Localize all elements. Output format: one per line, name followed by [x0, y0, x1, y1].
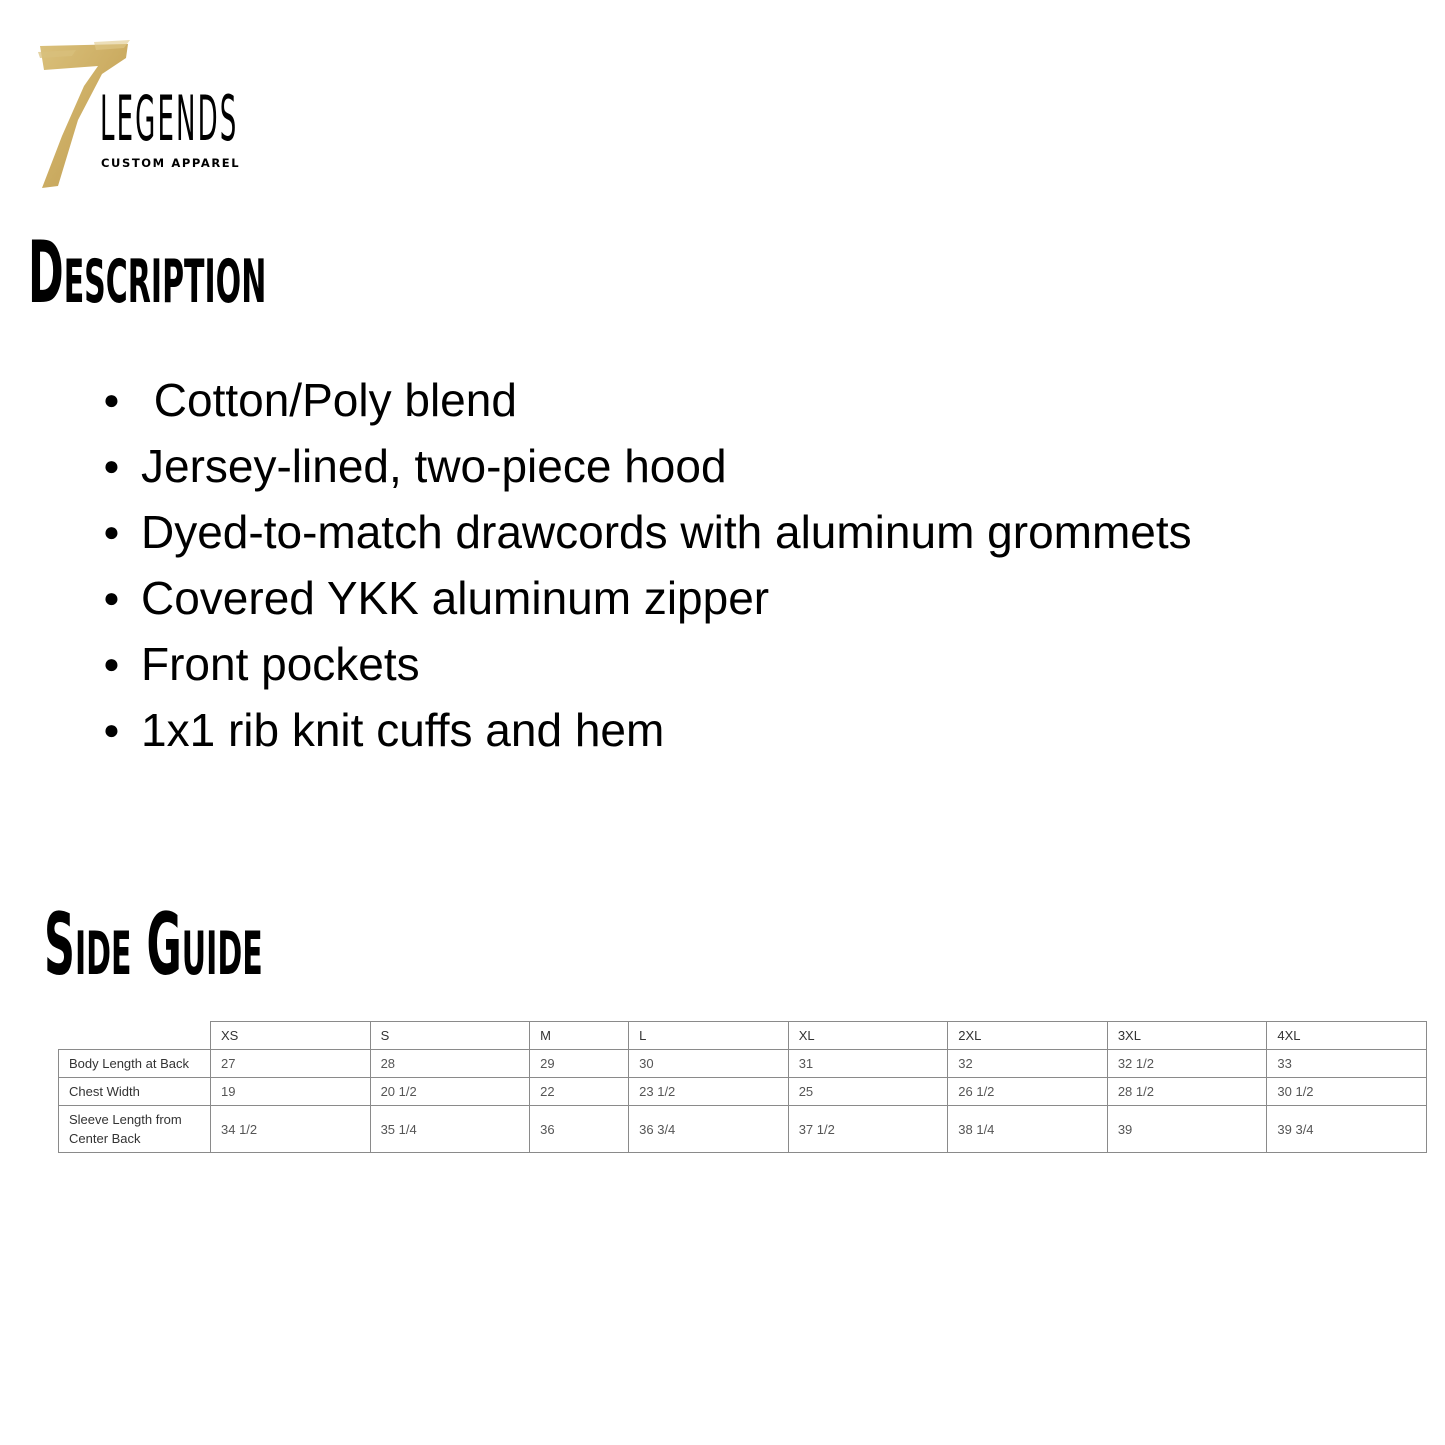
- table-cell: 33: [1267, 1050, 1427, 1078]
- table-cell: 32 1/2: [1107, 1050, 1267, 1078]
- table-row: [59, 1106, 1427, 1153]
- table-cell: 34 1/2: [211, 1106, 371, 1153]
- table-cell: 20 1/2: [370, 1078, 530, 1106]
- list-item: [0, 702, 1192, 768]
- logo-subtitle: CUSTOM APPAREL: [101, 156, 241, 170]
- list-item: [0, 504, 1192, 570]
- table-cell: 36 3/4: [629, 1106, 789, 1153]
- table-cell: 28: [370, 1050, 530, 1078]
- size-header: 4XL: [1267, 1022, 1427, 1050]
- feature-text: 1x1 rib knit cuffs and hem: [141, 704, 665, 756]
- bullet-icon: ●: [103, 714, 120, 745]
- bullet-icon: ●: [103, 582, 120, 613]
- table-row: [59, 1050, 1427, 1078]
- size-header: S: [370, 1022, 530, 1050]
- bullet-icon: ●: [103, 450, 120, 481]
- row-label: Sleeve Length from Center Back: [59, 1106, 211, 1153]
- table-cell: 31: [788, 1050, 948, 1078]
- row-label: Body Length at Back: [59, 1050, 211, 1078]
- table-cell: 39 3/4: [1267, 1106, 1427, 1153]
- feature-text: Front pockets: [141, 638, 420, 690]
- list-item: [0, 372, 1192, 438]
- table-cell: 28 1/2: [1107, 1078, 1267, 1106]
- feature-text: Dyed-to-match drawcords with aluminum grommets: [141, 506, 1192, 558]
- logo-wordmark: LEGENDS: [100, 82, 239, 155]
- table-cell: 37 1/2: [788, 1106, 948, 1153]
- table-cell: 35 1/4: [370, 1106, 530, 1153]
- list-item: [0, 438, 1192, 504]
- description-heading: Description: [28, 223, 267, 323]
- size-header: M: [530, 1022, 629, 1050]
- table-cell: 27: [211, 1050, 371, 1078]
- row-label: Chest Width: [59, 1078, 211, 1106]
- table-cell: 30: [629, 1050, 789, 1078]
- table-cell: 22: [530, 1078, 629, 1106]
- feature-list: [0, 372, 1192, 768]
- table-cell: 25: [788, 1078, 948, 1106]
- size-header: 3XL: [1107, 1022, 1267, 1050]
- size-header: L: [629, 1022, 789, 1050]
- feature-text: Cotton/Poly blend: [141, 374, 517, 426]
- size-header: 2XL: [948, 1022, 1108, 1050]
- table-row: [59, 1078, 1427, 1106]
- table-cell: 30 1/2: [1267, 1078, 1427, 1106]
- feature-text: Jersey-lined, two-piece hood: [141, 440, 727, 492]
- table-cell: 32: [948, 1050, 1108, 1078]
- table-cell: 19: [211, 1078, 371, 1106]
- table-cell: 38 1/4: [948, 1106, 1108, 1153]
- size-guide-heading: Side Guide: [44, 895, 263, 995]
- feature-text: Covered YKK aluminum zipper: [141, 572, 770, 624]
- size-header: XS: [211, 1022, 371, 1050]
- corner-cell: [59, 1022, 211, 1050]
- size-guide-table: [58, 1021, 1427, 1153]
- table-header-row: [59, 1022, 1427, 1050]
- table-cell: 26 1/2: [948, 1078, 1108, 1106]
- brand-logo: [36, 40, 256, 192]
- size-header: XL: [788, 1022, 948, 1050]
- table-cell: 36: [530, 1106, 629, 1153]
- bullet-icon: ●: [103, 648, 120, 679]
- table-cell: 39: [1107, 1106, 1267, 1153]
- table-cell: 29: [530, 1050, 629, 1078]
- table-cell: 23 1/2: [629, 1078, 789, 1106]
- bullet-icon: ●: [103, 516, 120, 547]
- bullet-icon: ●: [103, 384, 120, 415]
- list-item: [0, 570, 1192, 636]
- list-item: [0, 636, 1192, 702]
